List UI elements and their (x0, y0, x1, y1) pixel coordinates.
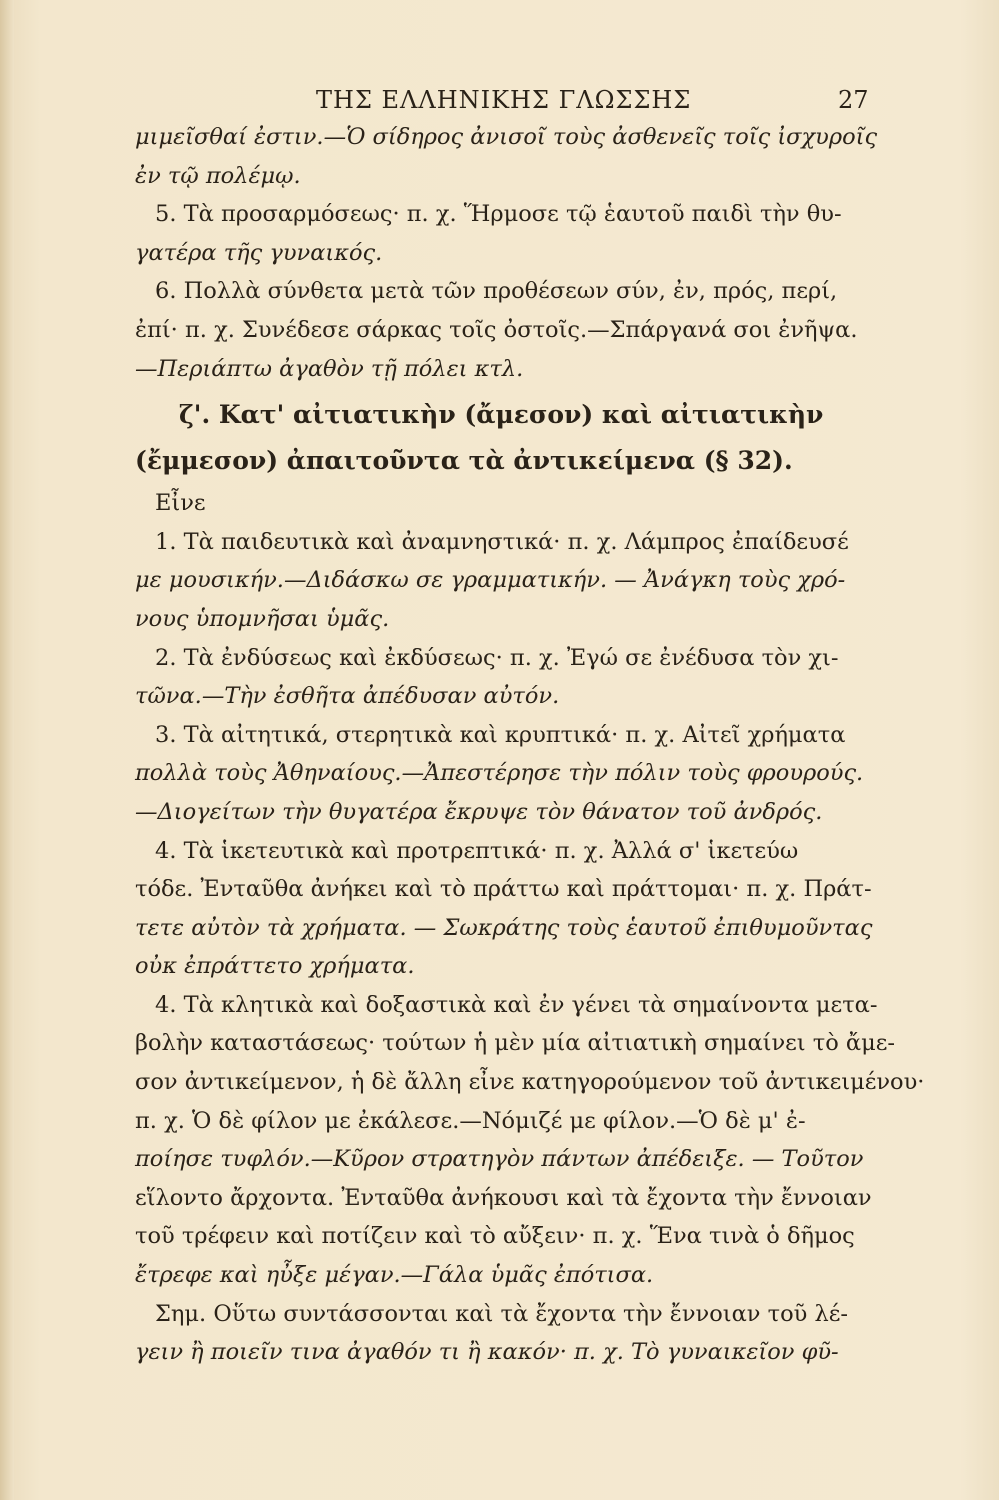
text-line: τῶνα.—Τὴν ἐσθῆτα ἀπέδυσαν αὐτόν. (135, 683, 560, 710)
text-line: 4. Τὰ ἱκετευτικὰ καὶ προτρεπτικά· π. χ. Ἀλλά σ' ἱκετεύω (155, 837, 799, 864)
text-line: τοῦ τρέφειν καὶ ποτίζειν καὶ τὸ αὔξειν· π. χ. Ἕνα τινὰ ὁ δῆμος (135, 1223, 855, 1250)
text-line: μιμεῖσθαί ἐστιν.—Ὁ σίδηρος ἀνισοῖ τοὺς ἀσθενεῖς τοῖς ἰσχυροῖς (135, 124, 878, 150)
running-title: ΤΗΣ ΕΛΛΗΝΙΚΗΣ ΓΛΩΣΣΗΣ (316, 86, 692, 114)
text-line: ἐπί· π. χ. Συνέδεσε σάρκας τοῖς ὀστοῖς.—Σπάργανά σοι ἐνῆψα. (135, 316, 858, 343)
text-line: γειν ἢ ποιεῖν τινα ἀγαθόν τι ἢ κακόν· π. χ. Τὸ γυναικεῖον φῦ- (135, 1339, 839, 1366)
text-line: βολὴν καταστάσεως· τούτων ἡ μὲν μία αἰτιατικὴ σημαίνει τὸ ἄμε- (135, 1030, 895, 1057)
text-line: τόδε. Ἐνταῦθα ἀνήκει καὶ τὸ πράττω καὶ πράττομαι· π. χ. Πράτ- (135, 876, 872, 903)
text-line: —Διογείτων τὴν θυγατέρα ἔκρυψε τὸν θάνατον τοῦ ἀνδρός. (135, 798, 823, 825)
text-line: Εἶνε (155, 490, 206, 517)
text-line: π. χ. Ὁ δὲ φίλον με ἐκάλεσε.—Νόμιζέ με φίλον.—Ὁ δὲ μ' ἐ- (135, 1107, 806, 1134)
text-line: —Περιάπτω ἀγαθὸν τῇ πόλει κτλ. (135, 355, 524, 382)
text-line: 2. Τὰ ἐνδύσεως καὶ ἐκδύσεως· π. χ. Ἐγώ σε ἐνέδυσα τὸν χι- (155, 644, 839, 671)
text-line: Σημ. Οὕτω συντάσσονται καὶ τὰ ἔχοντα τὴν ἔννοιαν τοῦ λέ- (155, 1300, 848, 1327)
section-heading-line: (ἔμμεσον) ἀπαιτοῦντα τὰ ἀντικείμενα (§ 32). (135, 446, 793, 476)
text-line: 6. Πολλὰ σύνθετα μετὰ τῶν προθέσεων σύν, ἐν, πρός, περί, (155, 278, 838, 305)
text-line: με μουσικήν.—Διδάσκω σε γραμματικήν. — Ἀνάγκη τοὺς χρό- (135, 567, 846, 594)
text-line: ποίησε τυφλόν.—Κῦρον στρατηγὸν πάντων ἀπέδειξε. — Τοῦτον (135, 1146, 864, 1173)
page-header (0, 86, 999, 122)
text-line: σον ἀντικείμενον, ἡ δὲ ἄλλη εἶνε κατηγορούμενον τοῦ ἀντικειμένου· (135, 1069, 925, 1096)
page-body (135, 118, 925, 1372)
text-line: τετε αὐτὸν τὰ χρήματα. — Σωκράτης τοὺς ἑαυτοῦ ἐπιθυμοῦντας (135, 914, 873, 941)
text-line: 3. Τὰ αἰτητικά, στερητικὰ καὶ κρυπτικά· π. χ. Αἰτεῖ χρήματα (155, 721, 846, 748)
text-line: οὐκ ἐπράττετο χρήματα. (135, 953, 415, 980)
section-heading-line: ζ'. Κατ' αἰτιατικὴν (ἄμεσον) καὶ αἰτιατικὴν (179, 400, 824, 430)
text-line: εἵλοντο ἄρχοντα. Ἐνταῦθα ἀνήκουσι καὶ τὰ ἔχοντα τὴν ἔννοιαν (135, 1184, 872, 1211)
text-line: γατέρα τῆς γυναικός. (135, 239, 383, 266)
text-line: ἐν τῷ πολέμῳ. (135, 162, 301, 189)
text-line: νους ὑπομνῆσαι ὑμᾶς. (135, 605, 390, 632)
page-spine-shadow (0, 0, 14, 1500)
text-line: ἔτρεφε καὶ ηὖξε μέγαν.—Γάλα ὑμᾶς ἐπότισα. (135, 1262, 654, 1289)
text-line: 4. Τὰ κλητικὰ καὶ δοξαστικὰ καὶ ἐν γένει τὰ σημαίνοντα μετα- (155, 991, 878, 1018)
page-number: 27 (838, 86, 869, 114)
text-line: 1. Τὰ παιδευτικὰ καὶ ἀναμνηστικά· π. χ. Λάμπρος ἐπαίδευσέ (155, 528, 849, 555)
text-line: 5. Τὰ προσαρμόσεως· π. χ. Ἥρμοσε τῷ ἑαυτοῦ παιδὶ τὴν θυ- (155, 201, 842, 228)
text-line: πολλὰ τοὺς Ἀθηναίους.—Ἀπεστέρησε τὴν πόλιν τοὺς φρουρούς. (135, 760, 864, 787)
